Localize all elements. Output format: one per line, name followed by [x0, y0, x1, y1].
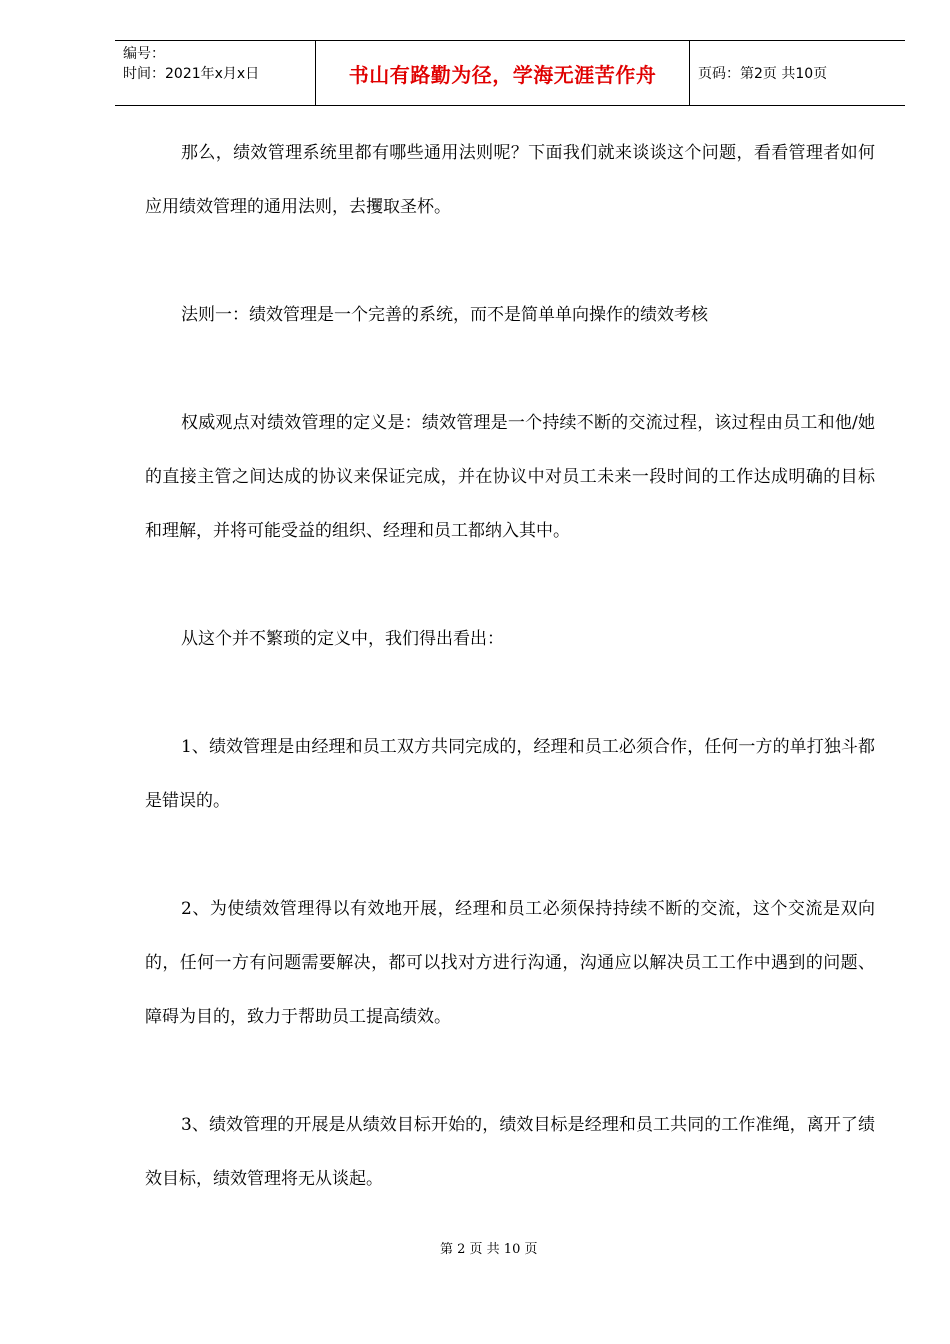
section-heading: 法则一：绩效管理是一个完善的系统，而不是简单单向操作的绩效考核 — [181, 305, 708, 325]
document-body — [145, 126, 875, 1206]
list-item: 2、为使绩效管理得以有效地开展，经理和员工必须保持持续不断的交流，这个交流是双向的，任何一方有问题需要解决，都可以找对方进行沟通，沟通应以解决员工工作中遇到的问题、障碍为目的，致力于帮助员工提高绩效。 — [145, 899, 875, 1027]
header-page-info: 页码：第2页 共10页 — [698, 66, 828, 82]
page-header — [115, 40, 905, 106]
header-time-label: 时间：2021年x月x日 — [123, 66, 260, 82]
header-motto: 书山有路勤为径，学海无涯苦作舟 — [316, 41, 690, 105]
header-number-label: 编号： — [123, 46, 165, 62]
paragraph: 从这个并不繁琐的定义中，我们得出看出： — [181, 629, 504, 649]
paragraph: 那么，绩效管理系统里都有哪些通用法则呢？下面我们就来谈谈这个问题，看看管理者如何应用绩效管理的通用法则，去攫取圣杯。 — [145, 143, 875, 217]
paragraph: 权威观点对绩效管理的定义是：绩效管理是一个持续不断的交流过程，该过程由员工和他/她的直接主管之间达成的协议来保证完成，并在协议中对员工未来一段时间的工作达成明确的目标和理解，并将可能受益的组织、经理和员工都纳入其中。 — [145, 413, 875, 541]
list-item: 1、绩效管理是由经理和员工双方共同完成的，经理和员工必须合作，任何一方的单打独斗都是错误的。 — [145, 737, 875, 811]
list-item: 3、绩效管理的开展是从绩效目标开始的，绩效目标是经理和员工共同的工作准绳，离开了绩效目标，绩效管理将无从谈起。 — [145, 1115, 875, 1189]
header-meta — [115, 41, 316, 105]
page-footer: 第 2 页 共 10 页 — [440, 1242, 538, 1257]
